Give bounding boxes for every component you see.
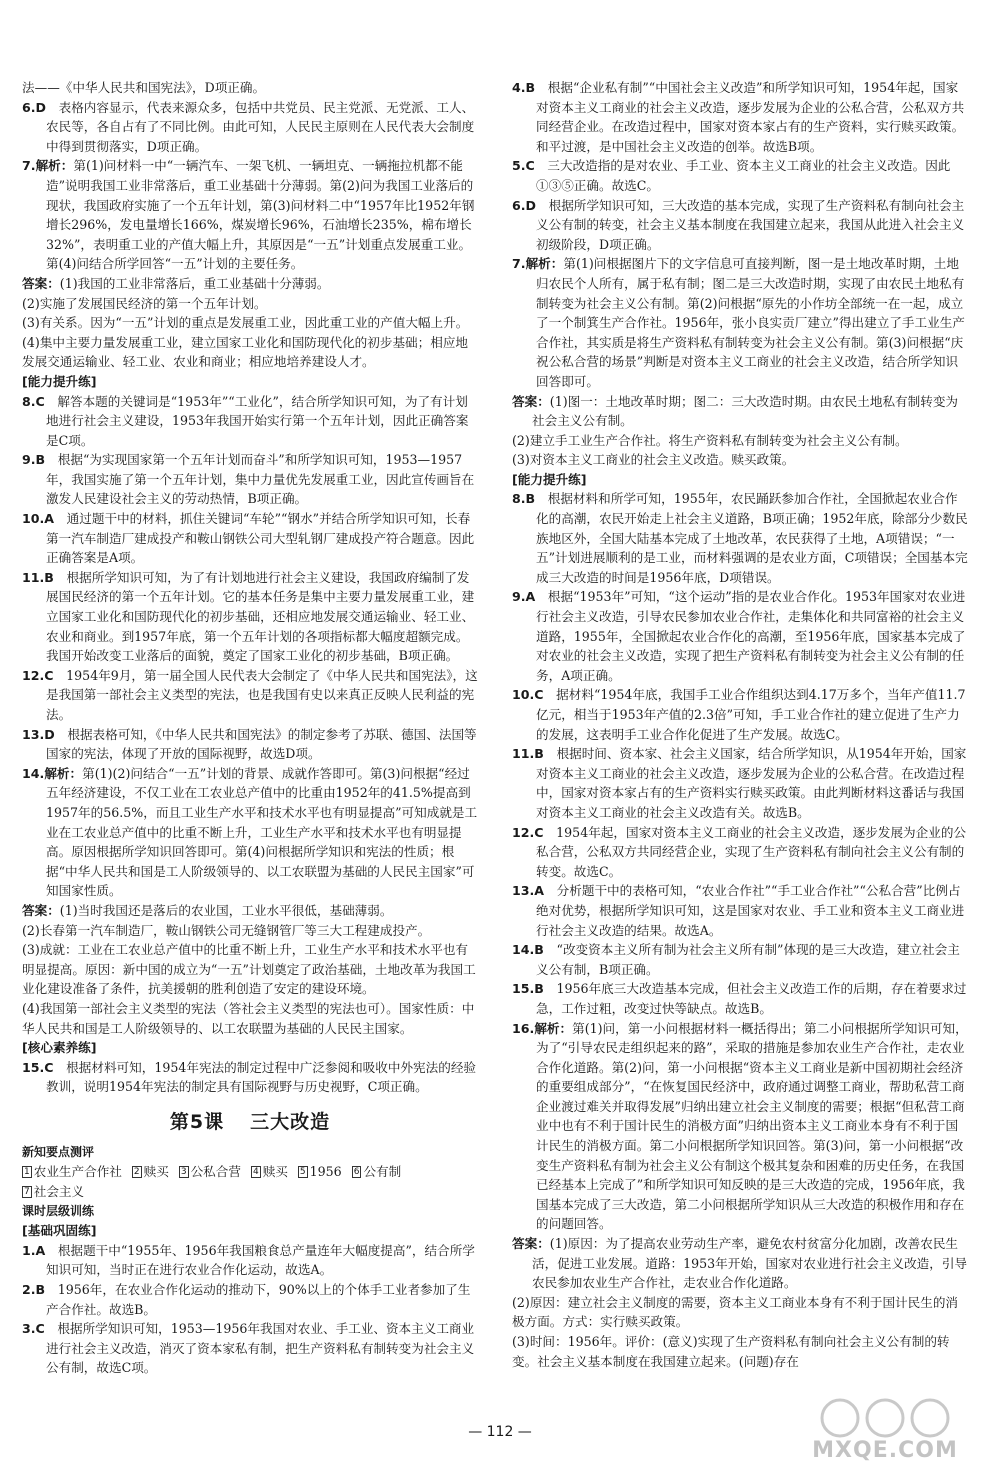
question-number: 14. — [22, 765, 45, 781]
item-text: (1)图一：土地改革时期；图二：三大改造时期。由农民土地私有制转变为社会主义公有制。 — [532, 393, 959, 429]
question-item — [512, 489, 968, 587]
answer-line: (4)集中主要力量发展重工业，建立国家工业化和国防现代化的初步基础；相应地发展交通运输业、轻工业、农业和商业；相应地培养建设人才。 — [22, 334, 469, 370]
blank-text: 赎买 — [143, 1164, 169, 1180]
item-text: 分析题干中的表格可知，“农业合作社”“手工业合作社”“公私合营”比例占绝对优势，根据所学知识可知，这是国家对农业、手工业和资本主义工商业进行社会主义改造的结果。故选A。 — [536, 883, 965, 938]
question-item — [22, 666, 478, 725]
question-item — [22, 509, 478, 568]
blank-answer — [22, 1184, 84, 1199]
left-column — [22, 78, 478, 1378]
question-item — [512, 744, 968, 822]
item-text: 根据表格可知，《中华人民共和国宪法》的制定参考了苏联、德国、法国等国家的宪法，体现了开放的国际视野，故选D项。 — [46, 726, 477, 762]
answer-line: (2)长春第一汽车制造厂，鞍山钢铁公司无缝钢管厂等三大工程建成投产。 — [22, 922, 431, 938]
item-text: 表格内容显示，代表来源众多，包括中共党员、民主党派、无党派、工人、农民等，各自占有了不同比例。由此可知，人民民主原则在人民代表大会制度中得到贯彻落实，D项正确。 — [46, 99, 475, 154]
blank-answer — [251, 1164, 288, 1179]
answer-line: (2)建立手工业生产合作社。将生产资料私有制转变为社会主义公有制。 — [512, 432, 908, 448]
item-text: 通过题干中的材料，抓住关键词“车轮”“钢水”并结合所学知识可知，长春第一汽车制造厂建成投产和鞍山钢铁公司大型轧钢厂建成投产符合题意。因此正确答案是A项。 — [46, 511, 475, 566]
new-knowledge-heading: 新知要点测评 — [22, 1144, 95, 1159]
item-text: 三大改造指的是对农业、手工业、资本主义工商业的社会主义改造。因此①③⑤正确。故选C。 — [534, 158, 951, 193]
blank-number-box: 6 — [353, 1167, 360, 1178]
blank-answer — [179, 1164, 241, 1179]
question-item — [512, 823, 968, 882]
question-number: 15.C — [22, 1059, 54, 1075]
class-training-heading: 课时层级训练 — [22, 1203, 95, 1218]
answer-line: (3)对资本主义工商业的社会主义改造。赎买政策。 — [512, 452, 795, 468]
question-number: 7. — [512, 256, 526, 272]
question-number: 11.B — [512, 746, 544, 762]
section-tag: [核心素养练] — [22, 1040, 97, 1056]
keyword-label: 答案： — [22, 275, 60, 291]
blank-text: 公私合营 — [190, 1164, 241, 1180]
keyword-label: 答案： — [22, 902, 60, 918]
watermark-text: MXQE.COM — [812, 1438, 958, 1463]
question-item — [512, 196, 968, 255]
question-number: 10.A — [22, 511, 55, 527]
question-number: 4.B — [512, 80, 536, 95]
item-text: “改变资本主义所有制为社会主义所有制”体现的是三大改造，建立社会主义公有制，B项正确。 — [536, 942, 960, 977]
blank-answer — [352, 1164, 402, 1179]
blank-number-box: 1 — [24, 1167, 30, 1178]
blank-number-box: 2 — [133, 1167, 140, 1178]
question-number: 6.D — [22, 99, 47, 115]
question-number: 6.D — [512, 197, 537, 213]
blank-number-box: 7 — [24, 1187, 30, 1198]
blank-answer — [298, 1164, 342, 1179]
question-number: 7. — [22, 158, 36, 174]
question-item — [22, 1058, 478, 1097]
continued-text: 法——《中华人民共和国宪法》，D项正确。 — [22, 80, 266, 95]
question-number: 16. — [512, 1020, 535, 1036]
item-text: 1954年9月，第一届全国人民代表大会制定了《中华人民共和国宪法》，这是我国第一部社会主义类型的宪法，也是我国有史以来真正反映人民利益的宪法。 — [46, 667, 478, 722]
answer-line: (2)实施了发展国民经济的第一个五年计划。 — [22, 295, 267, 311]
item-text: 根据“企业私有制”“中国社会主义改造”和所学知识可知，1954年起，国家对资本主义工商业的社会主义改造，逐步发展为企业的公私合营，公私双方共同经营企业。在改造过程中，国家对资本家占有的生产资料，实行赎买政策。和平过渡，是中国社会主义改造的创举。故选B项。 — [535, 80, 965, 154]
item-text: 根据所学知识可知，1953—1956年我国对农业、手工业、资本主义工商业进行社会主义改造，消灭了资本家私有制，把生产资料私有制转变为社会主义公有制，故选C项。 — [44, 1321, 475, 1376]
question-item — [22, 392, 478, 451]
question-item — [512, 254, 968, 391]
question-number: 11.B — [22, 569, 54, 585]
question-item — [512, 881, 968, 940]
question-number: 13.D — [22, 726, 55, 742]
question-number: 3.C — [22, 1321, 45, 1337]
question-item — [512, 979, 968, 1018]
question-number: 14.B — [512, 942, 544, 958]
keyword-label: 解析： — [44, 765, 83, 781]
item-text: 根据题干中“1955年、1956年我国粮食总产量连年大幅度提高”，结合所学知识可知，当时正在进行农业合作化运动，故选A。 — [45, 1242, 475, 1278]
item-text: 1954年起，国家对资本主义工商业的社会主义改造，逐步发展为企业的公私合营，公私双方共同经营企业，实现了生产资料私有制向社会主义公有制的转变。故选C。 — [536, 824, 967, 879]
question-item — [22, 725, 478, 764]
answer-block — [512, 392, 968, 431]
question-number: 10.C — [512, 687, 544, 703]
blank-number-box: 3 — [180, 1167, 187, 1178]
item-text: 解答本题的关键词是“1953年”“工业化”，结合所学知识可知，为了有计划地进行社会主义建设，1953年我国开始实行第一个五年计划，因此正确答案是C项。 — [44, 393, 469, 448]
answer-line: (3)有关系。因为“一五”计划的重点是发展重工业，因此重工业的产值大幅上升。 — [22, 315, 469, 331]
item-text: 根据所学知识可知，为了有计划地进行社会主义建设，我国政府编制了发展国民经济的第一个五年计划。它的基本任务是集中主要力量发展重工业，建立国家工业化和国防现代化的初步基础，还相应地发展交通运输业、轻工业、农业和商业。到1957年底，第一个五年计划的各项指标都大幅度超额完成。我国开始改变工业落后的面貌，奠定了国家工业化的初步基础，B项正确。 — [46, 569, 475, 664]
item-text: (1)原因：为了提高农业劳动生产率，避免农村贫富分化加剧，改善农民生活，促进工业发展。道路：1953年开始，国家对农业进行社会主义改造，引导农民参加农业生产合作社，走农业合作化道路。 — [532, 1236, 968, 1291]
answer-block — [512, 1234, 968, 1293]
item-text: 根据材料和所学可知，1955年，农民踊跃参加合作社，全国掀起农业合作化的高潮，农民开始走上社会主义道路，B项正确；1952年底，除部分少数民族地区外，全国大陆基本完成了土地改革，农民获得了土地，A项错误；“一五”计划进展顺利的是工业，而材料强调的是农业方面，C项错误；全国基本完成三大改造的时间是1956年底，D项错误。 — [535, 491, 968, 585]
keyword-label: 答案： — [512, 1236, 550, 1252]
answer-line: (2)原因：建立社会主义制度的需要，资本主义工商业本身有不利于国计民生的消极方面。方式：实行赎买政策。 — [512, 1294, 959, 1330]
page-number: — 112 — — [468, 1424, 532, 1440]
answer-line: (3)时间：1956年。评价：(意义)实现了生产资料私有制向社会主义公有制的转变。社会主义基本制度在我国建立起来。(问题)存在 — [512, 1334, 950, 1369]
question-number: 12.C — [512, 824, 544, 840]
answer-line: (3)成就：工业在工农业总产值中的比重不断上升，工业生产水平和技术水平也有明显提高。原因：新中国的成立为“一五”计划奠定了政治基础，土地改革为我国工业化建设准备了条件，抗美援朝的胜利创造了安定的建设环境。 — [22, 942, 476, 997]
question-number: 9.B — [22, 452, 46, 468]
watermark-logo — [800, 1393, 970, 1463]
blank-text: 1956 — [309, 1164, 342, 1180]
item-text: 据材料“1954年底，我国手工业合作组织达到4.17万多个，当年产值11.7亿元，相当于1953年产值的2.3倍”可知，手工业合作社的建立促进了生产力的发展，这表明手工业合作化促进了生产发展。故选C。 — [536, 687, 966, 742]
item-text: 根据“1953年”可知，“这个运动”指的是农业合作化。1953年国家对农业进行社会主义改造，引导农民参加农业合作社，走集体化和共同富裕的社会主义道路，1955年，全国掀起农业合作化的高潮，至1956年底，国家基本完成了对农业的社会主义改造，实现了把生产资料私有制转变为社会主义公有制的任务，A项正确。 — [535, 589, 966, 683]
item-text: 第(1)(2)问结合“一五”计划的背景、成就作答即可。第(3)问根据“经过五年经济建设，不仅工业在工农业总产值中的比重由1952年的41.5%提高到1957年的56.5%，而且工业生产水平和技术水平也有明显提高”可知成就是工业在工农业总产值中的比重不断上升，工业生产水平和技术水平也有明显提高。原因根据所学知识回答即可。第(4)问根据所学知识和宪法的性质；根据“中华人民共和国是工人阶级领导的、以工农联盟为基础的人民民主国家”可知国家性质。 — [46, 765, 478, 899]
fill-blank-answers — [22, 1162, 478, 1201]
right-column — [512, 78, 968, 1371]
item-text: 根据所学知识可知，三大改造的基本完成，实现了生产资料私有制向社会主义公有制的转变，社会主义基本制度在我国建立起来，我国从此进入社会主义初级阶段，D项正确。 — [536, 197, 965, 252]
answer-block — [22, 901, 478, 921]
question-item — [512, 940, 968, 979]
question-number: 12.C — [22, 667, 54, 683]
blank-answer — [22, 1164, 122, 1179]
question-number: 2.B — [22, 1282, 46, 1298]
item-text: 1956年，在农业合作化运动的推动下，90%以上的个体手工业者参加了生产合作社。故选B。 — [45, 1282, 471, 1317]
question-number: 8.C — [22, 393, 45, 409]
item-text: 根据材料可知，1954年宪法的制定过程中广泛参阅和吸收中外宪法的经验教训，说明1954年宪法的制定具有国际视野与历史视野，C项正确。 — [46, 1059, 477, 1095]
section-tag: [基础巩固练] — [22, 1223, 97, 1239]
section-tag: [能力提升练] — [512, 471, 587, 487]
question-item — [22, 568, 478, 666]
section-tag: [能力提升练] — [22, 373, 97, 389]
item-text: 第(1)问，第一小问根据材料一概括得出；第二小问根据所学知识可知，为了“引导农民走组织起来的路”，采取的措施是参加农业生产合作社，走农业合作化道路。第(2)问，第一小问根据“资本主义工商业是新中国初期社会经济的重要组成部分”，“在恢复国民经济中，政府通过调整工商业，帮助私营工商企业渡过难关并取得发展”归纳出建立社会主义制度的需要；根据“但私营工商业中也有不利于国计民生的消极方面”归纳出资本主义工商业本身有不利于国计民生的消极方面。第二小问根据所学知识回答。第(3)问，第一小问根据“改变生产资料私有制为社会主义公有制这个极其复杂和困难的历史任务，在我国已经基本上完成了”和所学知识可知反映的是三大改造的完成，1956年底，我国基本完成了三大改造，第二小问根据所学知识从三大改造的积极作用和存在的问题回答。 — [536, 1020, 968, 1232]
item-text: (1)我国的工业非常落后，重工业基础十分薄弱。 — [59, 275, 330, 291]
question-item — [512, 685, 968, 744]
question-number: 5.C — [512, 158, 535, 174]
question-number: 9.A — [512, 589, 536, 605]
answer-line: (4)我国第一部社会主义类型的宪法（答社会主义类型的宪法也可）。国家性质：中华人民共和国是工人阶级领导的、以工农联盟为基础的人民民主国家。 — [22, 1000, 475, 1036]
lesson-number: 第5课 — [169, 1110, 225, 1133]
item-text: 1956年底三大改造基本完成，但社会主义改造工作的后期，存在着要求过急，工作过粗，改变过快等缺点。故选B。 — [536, 981, 967, 1016]
question-item — [22, 98, 478, 157]
keyword-label: 解析： — [35, 158, 74, 174]
answer-block — [22, 274, 478, 294]
question-number: 8.B — [512, 491, 536, 507]
question-number: 1.A — [22, 1242, 46, 1258]
item-text: 第(1)问根据图片下的文字信息可直接判断，图一是土地改革时期，土地归农民个人所有，属于私有制；图二是三大改造时期，实现了由农民土地私有制转变为社会主义公有制。第(2)问根据“原先的小作坊全部统一在一起，成立了一个制箕生产合作社。1956年，张小良实贡厂建立”得出建立了手工业生产合作社，其实质是将生产资料私有制转变为社会主义公有制。第(3)问根据“庆祝公私合营的场景”判断是对资本主义工商业的社会主义改造，结合所学知识回答即可。 — [536, 256, 965, 389]
question-number: 15.B — [512, 981, 544, 997]
question-item — [22, 1280, 478, 1319]
lesson-name: 三大改造 — [250, 1110, 331, 1133]
item-text: (1)当时我国还是落后的农业国，工业水平很低，基础薄弱。 — [59, 902, 393, 918]
blank-text: 公有制 — [363, 1164, 402, 1180]
blank-text: 农业生产合作社 — [33, 1164, 122, 1180]
question-item — [512, 156, 968, 195]
blank-number-box: 5 — [299, 1167, 306, 1178]
question-item — [22, 1241, 478, 1280]
item-text: 第(1)问材料一中“一辆汽车、一架飞机、一辆坦克、一辆拖拉机都不能造”说明我国工业非常落后，重工业基础十分薄弱。第(2)问为我国工业落后的现状，我国政府实施了一个五年计划，第(3)问材料二中“1957年比1952年钢增长296%，发电量增长166%，煤炭增长96%，石油增长235%，棉布增长32%”，表明重工业的产值大幅上升，其原因是“一五”计划重点发展重工业。第(4)问结合所学回答“一五”计划的主要任务。 — [46, 158, 475, 272]
blank-answer — [132, 1164, 169, 1179]
question-item — [512, 587, 968, 685]
question-item — [22, 450, 478, 509]
answer-circle-logo-icon — [800, 1393, 970, 1443]
question-number: 13.A — [512, 883, 545, 899]
lesson-title — [22, 1107, 478, 1137]
keyword-label: 解析： — [534, 1020, 573, 1036]
question-item — [22, 1319, 478, 1378]
item-text: 根据时间、资本家、社会主义国家，结合所学知识，从1954年开始，国家对资本主义工商业的社会主义改造，逐步发展为企业的公私合营。在改造过程中，国家对资本家占有的生产资料实行赎买政策。由此判断材料这番话与我国对资本主义工商业的社会主义改造有关。故选B。 — [536, 746, 967, 820]
keyword-label: 答案： — [512, 393, 550, 409]
question-item — [512, 1019, 968, 1235]
blank-text: 赎买 — [262, 1164, 288, 1180]
keyword-label: 解析： — [525, 256, 564, 272]
question-item — [512, 78, 968, 156]
blank-text: 社会主义 — [33, 1184, 85, 1200]
item-text: 根据“为实现国家第一个五年计划而奋斗”和所学知识可知，1953—1957年，我国实施了第一个五年计划，集中力量优先发展重工业，因此宣传画旨在激发人民建设社会主义的劳动热情，B项正确。 — [45, 452, 475, 507]
blank-number-box: 4 — [252, 1167, 259, 1178]
question-item — [22, 156, 478, 274]
question-item — [22, 764, 478, 901]
